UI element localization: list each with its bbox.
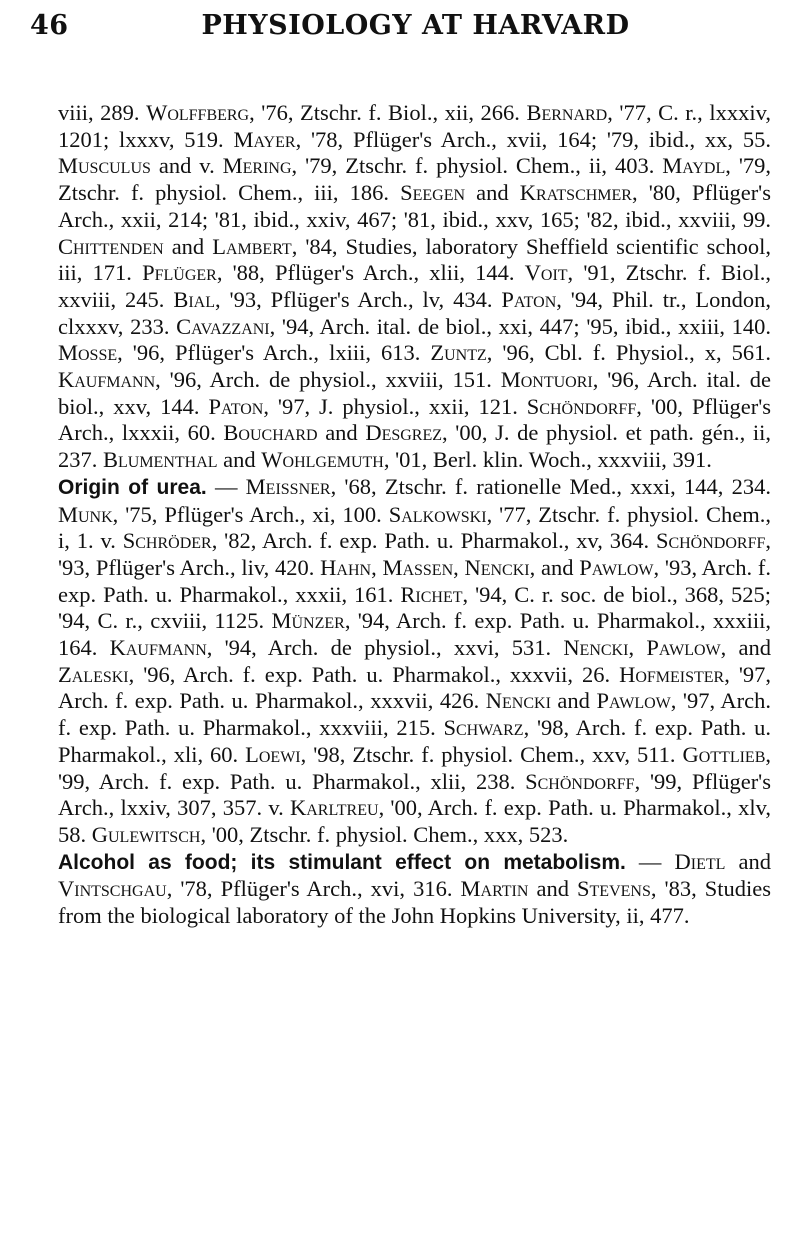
citation-text: , '96, Cbl. f. Physiol., x, 561. bbox=[486, 340, 771, 366]
citation-text: and bbox=[217, 447, 262, 473]
author-name: Pawlow bbox=[596, 688, 671, 714]
author-name: Maydl bbox=[662, 153, 726, 179]
citation-text: viii, 289. bbox=[58, 100, 147, 125]
citation-text: , '94, Arch. ital. de biol., xxi, 447; '95, ibid., xxiii, 140. bbox=[269, 313, 771, 339]
author-name: Bial bbox=[173, 286, 216, 312]
author-name: Pawlow bbox=[579, 554, 654, 580]
author-name: Pawlow bbox=[646, 635, 721, 661]
citation-text: , bbox=[453, 554, 465, 580]
citation-text: , '82, Arch. f. exp. Path. u. Pharmakol., xv, 364. bbox=[211, 528, 656, 554]
citation-text: and v. bbox=[150, 153, 223, 179]
citation-text: , '77, Ztschr. f. physiol. Chem., i, 1. v. bbox=[58, 501, 772, 554]
citation-text: , '99, Arch. f. exp. Path. u. Pharmakol., xlii, 238. bbox=[58, 741, 771, 794]
citation-text: , '84, Studies, laboratory Sheffield scientific school, iii, 171. bbox=[58, 233, 771, 286]
author-name: Cavazzani bbox=[176, 313, 270, 339]
author-name: Voit bbox=[524, 260, 568, 286]
author-name: Blumenthal bbox=[103, 447, 218, 473]
author-name: Hahn bbox=[320, 554, 372, 580]
author-name: Münzer bbox=[271, 608, 345, 634]
citation-text: , '88, Pflüger's Arch., xlii, 144. bbox=[216, 260, 525, 286]
author-name: Schwarz bbox=[443, 715, 524, 741]
citation-text: , '76, Ztschr. f. Biol., xii, 266. bbox=[249, 100, 527, 125]
citation-text: , '94, Phil. tr., London, clxxxv, 233. bbox=[58, 286, 771, 339]
author-name: Meissner bbox=[245, 473, 331, 499]
author-name: Salkowski bbox=[388, 501, 487, 527]
author-name: Lambert bbox=[212, 233, 292, 259]
citation-text: , '78, Pflüger's Arch., xvi, 316. bbox=[166, 876, 461, 902]
author-name: Desgrez bbox=[365, 420, 443, 446]
citation-text: , '96, Pflüger's Arch., lxiii, 613. bbox=[117, 340, 431, 366]
author-name: Kaufmann bbox=[109, 635, 207, 661]
author-name: Mering bbox=[222, 153, 292, 179]
citation-text: and bbox=[317, 420, 366, 446]
citation-text: , and bbox=[529, 554, 580, 580]
citation-text: , bbox=[628, 635, 647, 661]
citation-text: and bbox=[528, 876, 578, 902]
citation-text: , '00, Ztschr. f. physiol. Chem., xxx, 523. bbox=[200, 821, 569, 847]
citation-text: , '99, Pflüger's Arch., lxxiv, 307, 357. v. bbox=[58, 768, 771, 821]
citation-text: , '83, Studies from the biological laboratory of the John Hopkins University, ii, 477. bbox=[58, 876, 771, 929]
citation-text: , '94, C. r. soc. de biol., 368, 525; '94, C. r., cxviii, 1125. bbox=[58, 581, 772, 634]
author-name: Hofmeister bbox=[619, 661, 725, 687]
citation-text: , '98, Arch. f. exp. Path. u. Pharmakol., xli, 60. bbox=[58, 715, 771, 767]
page-header bbox=[30, 10, 761, 50]
citation-text: , '80, Pflüger's Arch., xxii, 214; '81, ibid., xxiv, 467; '81, ibid., xxv, 165; '82, ibid., xxviii, 99. bbox=[58, 180, 771, 232]
author-name: Richet bbox=[400, 581, 463, 607]
citation-text: and bbox=[550, 688, 597, 714]
author-name: Vintschgau bbox=[58, 876, 167, 902]
paragraph-references-1 bbox=[58, 100, 771, 474]
author-name: Stevens bbox=[577, 876, 651, 902]
running-head: PHYSIOLOGY AT HARVARD bbox=[201, 10, 630, 41]
author-name: Bernard bbox=[526, 100, 608, 125]
author-name: Seegen bbox=[400, 180, 466, 206]
citation-text: , '93, Arch. f. exp. Path. u. Pharmakol., xxxii, 161. bbox=[58, 554, 771, 607]
citation-text: , '93, Pflüger's Arch., liv, 420. bbox=[58, 528, 771, 580]
author-name: Nencki bbox=[563, 635, 629, 661]
citation-text: , '00, Arch. f. exp. Path. u. Pharmakol., xlv, 58. bbox=[58, 795, 771, 847]
citation-text: , '96, Arch. de physiol., xxviii, 151. bbox=[155, 367, 501, 393]
citation-text: , '97, J. physiol., xxii, 121. bbox=[263, 393, 527, 419]
citation-text: , '68, Ztschr. f. rationelle Med., xxxi, 144, 234. bbox=[330, 473, 771, 499]
author-name: Zuntz bbox=[430, 340, 487, 366]
section-heading: Origin of urea. bbox=[58, 475, 207, 499]
author-name: Schöndorff bbox=[525, 768, 635, 794]
paragraph-alcohol-as-food bbox=[58, 849, 771, 930]
page-body bbox=[58, 100, 771, 930]
author-name: Nencki bbox=[485, 688, 551, 714]
author-name: Kratschmer bbox=[519, 180, 632, 206]
citation-text: , '77, C. r., lxxxiv, 1201; lxxxv, 519. bbox=[58, 100, 771, 152]
section-heading: Alcohol as food; its stimulant effect on metabolism. bbox=[58, 850, 626, 874]
author-name: Munk bbox=[58, 501, 113, 527]
citation-text: , '91, Ztschr. f. Biol., xxviii, 245. bbox=[58, 260, 771, 312]
citation-text: , '96, Arch. f. exp. Path. u. Pharmakol., xxxvii, 26. bbox=[128, 661, 620, 687]
author-name: Kaufmann bbox=[58, 367, 156, 393]
citation-text: , '79, Ztschr. f. physiol. Chem., ii, 403. bbox=[291, 153, 663, 179]
author-name: Montuori bbox=[500, 367, 593, 393]
author-name: Chittenden bbox=[58, 233, 164, 259]
page-number: 46 bbox=[30, 10, 69, 41]
author-name: Mayer bbox=[233, 126, 296, 152]
author-name: Gottlieb bbox=[682, 741, 766, 767]
author-name: Schöndorff bbox=[655, 528, 766, 554]
author-name: Musculus bbox=[58, 153, 151, 179]
citation-text: , '98, Ztschr. f. physiol. Chem., xxv, 511. bbox=[300, 741, 683, 767]
author-name: Gulewitsch bbox=[91, 821, 201, 847]
author-name: Karltreu bbox=[290, 795, 379, 821]
author-name: Dietl bbox=[674, 848, 726, 874]
citation-text: — bbox=[206, 473, 246, 499]
author-name: Paton bbox=[501, 286, 557, 312]
citation-text: and bbox=[725, 848, 771, 874]
citation-text: , '79, Ztschr. f. physiol. Chem., iii, 186. bbox=[58, 153, 771, 206]
author-name: Bouchard bbox=[223, 420, 318, 446]
citation-text: , '01, Berl. klin. Woch., xxxviii, 391. bbox=[383, 447, 712, 473]
citation-text: , '93, Pflüger's Arch., lv, 434. bbox=[215, 286, 502, 312]
paragraph-origin-of-urea bbox=[58, 474, 771, 849]
citation-text: , '00, J. de physiol. et path. gén., ii, 237. bbox=[58, 420, 771, 473]
author-name: Schröder bbox=[122, 528, 212, 554]
citation-text: , '75, Pflüger's Arch., xi, 100. bbox=[112, 501, 389, 527]
author-name: Martin bbox=[460, 876, 529, 902]
citation-text: — bbox=[625, 848, 675, 874]
citation-text: , '94, Arch. de physiol., xxvi, 531. bbox=[206, 635, 564, 661]
citation-text: , '97, Arch. f. exp. Path. u. Pharmakol., xxxviii, 215. bbox=[58, 688, 771, 741]
citation-text: and bbox=[163, 233, 213, 259]
author-name: Massen bbox=[382, 554, 454, 580]
author-name: Paton bbox=[208, 393, 264, 419]
author-name: Loewi bbox=[245, 741, 301, 767]
author-name: Wohlgemuth bbox=[261, 447, 384, 473]
author-name: Pflüger bbox=[142, 260, 217, 286]
citation-text: , '78, Pflüger's Arch., xvii, 164; '79, ibid., xx, 55. bbox=[295, 126, 771, 152]
author-name: Wolffberg bbox=[146, 100, 250, 125]
citation-text: , and bbox=[720, 635, 771, 661]
citation-text: , bbox=[371, 554, 383, 580]
citation-text: , '00, Pflüger's Arch., lxxxii, 60. bbox=[58, 393, 772, 446]
author-name: Nencki bbox=[464, 554, 530, 580]
author-name: Mosse bbox=[58, 340, 118, 366]
author-name: Zaleski bbox=[58, 661, 129, 687]
citation-text: , '94, Arch. f. exp. Path. u. Pharmakol., xxxiii, 164. bbox=[58, 608, 771, 661]
citation-text: , '96, Arch. ital. de biol., xxv, 144. bbox=[58, 367, 771, 419]
author-name: Schöndorff bbox=[526, 393, 637, 419]
citation-text: and bbox=[465, 180, 520, 206]
citation-text: , '97, Arch. f. exp. Path. u. Pharmakol., xxxvii, 426. bbox=[58, 661, 771, 714]
